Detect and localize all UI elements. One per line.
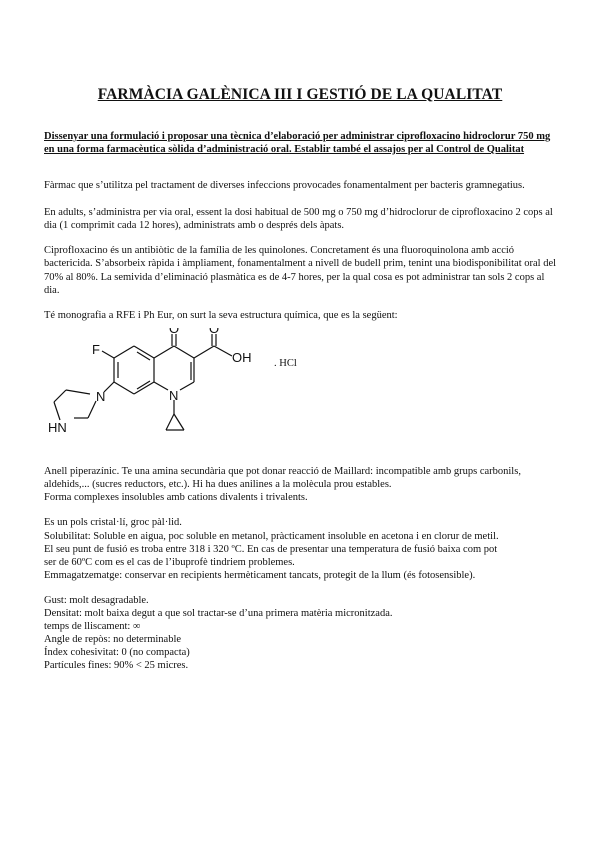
- quinolone-nitrogen-label: N: [169, 388, 179, 403]
- document-title: FARMÀCIA GALÈNICA III I GESTIÓ DE LA QUALITAT: [97, 86, 503, 103]
- property-solubility: Solubilitat: Soluble en aigua, poc soluble en metanol, pràcticament insoluble en acetona i en clorur de metil.: [44, 531, 499, 542]
- chemical-structure: [44, 328, 284, 453]
- monograph-paragraph: Té monografia a RFE i Ph Eur, on surt la seva estructura química, que es la següent:: [44, 310, 398, 321]
- hydrochloride-label: . HCl: [274, 358, 297, 369]
- property-melting-point: El seu punt de fusió es troba entre 318 i 320 ºC. En cas de presentar una temperatura de fusió baixa com pot: [44, 544, 498, 555]
- property-melting-point-cont: ser de 60ºC com es el cas de l’ibuprofè tindriem problemes.: [44, 557, 295, 568]
- pharmacology-paragraph: Ciprofloxacino és un antibiòtic de la família de les quinolones. Concretament és una fluoroquinolona amb acció bactericida. S’absorbeix ràpida i àmpliament, fonamentalment a nivell de budell prim, tenint una biodisponibilitat oral del 70% al 80%. La semivida d’eliminació plasmàtica es de 4-7 hores, per la qual cosa es pot administrar tan sols 2 cops al dia.: [44, 245, 557, 297]
- piperazine-nitrogen-label: N: [96, 389, 106, 404]
- ciprofloxacin-structure-diagram: [44, 328, 284, 448]
- piperazine-nh-label: HN: [48, 420, 67, 435]
- ketone-oxygen-label: O: [169, 328, 180, 336]
- powder-density: Densitat: molt baixa degut a que sol tractar-se d’una primera matèria micronitzada.: [44, 608, 393, 619]
- powder-taste: Gust: molt desagradable.: [44, 595, 149, 606]
- fluorine-label: F: [92, 342, 100, 357]
- acid-oxygen-label: O: [209, 328, 220, 336]
- powder-fine-particles: Partícules fines: 90% < 25 micres.: [44, 660, 189, 671]
- piperazine-note: Anell piperazínic. Te una amina secundària que pot donar reacció de Maillard: incompatible amb grups carbonils, aldehids,... (sucres reductors, etc.). Hi ha dues anilines a la molècula prou estables.: [44, 466, 521, 491]
- intro-paragraph: Fàrmac que s’utilitza pel tractament de diverses infeccions provocades fonamentalment per bacteris gramnegatius.: [44, 180, 525, 191]
- hydroxyl-label: OH: [232, 350, 252, 365]
- property-storage: Emmagatzematge: conservar en recipients hermèticament tancats, protegit de la llum (és fotosensible).: [44, 570, 476, 581]
- dosage-paragraph: En adults, s’administra per via oral, essent la dosi habitual de 500 mg o 750 mg d’hidroclorur de ciprofloxacino 2 cops al dia (1 comprimit cada 12 hores), administrats amb o després dels àpats.: [44, 207, 553, 232]
- property-appearance: Es un pols cristal·lí, groc pàl·lid.: [44, 517, 182, 528]
- powder-angle-of-repose: Angle de repòs: no determinable: [44, 634, 182, 645]
- complexes-note: Forma complexes insolubles amb cations divalents i trivalents.: [44, 492, 308, 503]
- powder-cohesivity-index: Índex cohesivitat: 0 (no compacta): [44, 647, 190, 658]
- assignment-statement: Dissenyar una formulació i proposar una tècnica d’elaboració per administrar ciprofloxacino hidroclorur 750 mg en una forma farmacèutica sòlida d’administració oral. Establir també el assajos per al Control de Qualitat: [44, 131, 551, 155]
- powder-flow-time: temps de lliscament: ∞: [44, 621, 141, 632]
